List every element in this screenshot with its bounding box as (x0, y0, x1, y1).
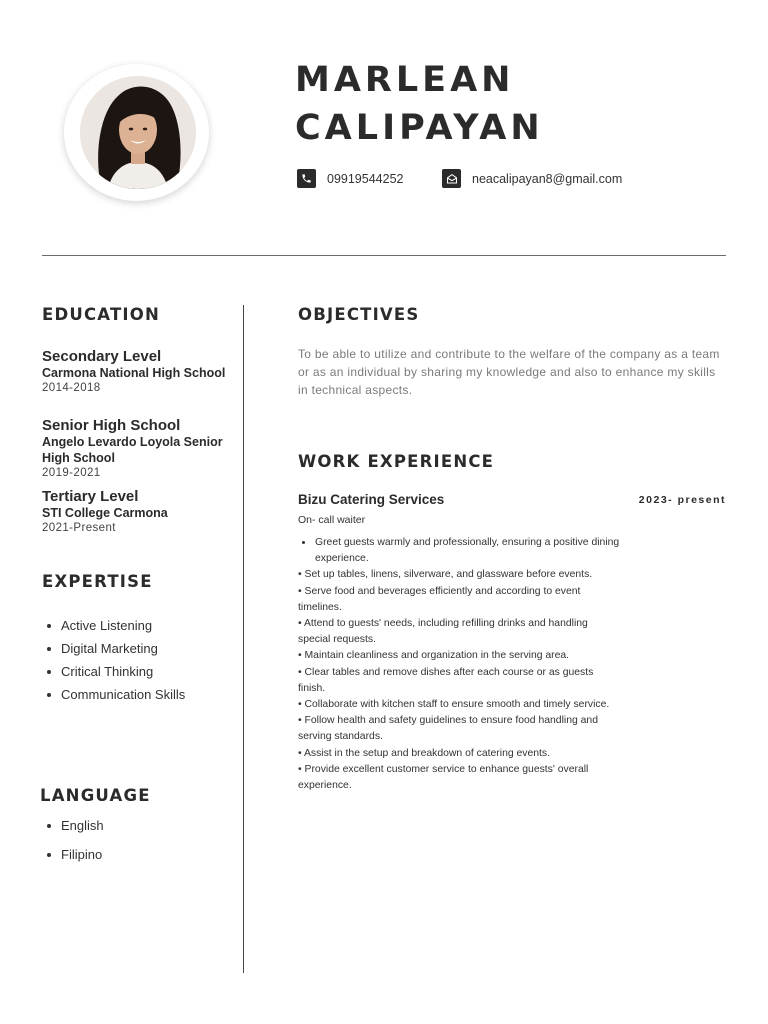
duty-item: • Serve food and beverages efficiently and according to event timelines. (298, 585, 581, 613)
expertise-heading: EXPERTISE (42, 572, 153, 591)
list-item: Filipino (47, 847, 104, 876)
column-divider (243, 305, 244, 973)
contact-email (442, 169, 622, 188)
duty-item: • Maintain cleanliness and organization in the serving area. (298, 650, 570, 662)
education-heading: EDUCATION (42, 305, 160, 324)
education-item (42, 489, 238, 535)
phone-icon (297, 169, 316, 188)
expertise-list (47, 618, 185, 710)
email-icon (442, 169, 461, 188)
work-experience-heading: WORK EXPERIENCE (298, 452, 495, 471)
education-school: STI College Carmona (42, 506, 168, 520)
education-level: Tertiary Level (42, 488, 139, 505)
education-years: 2021-Present (42, 522, 116, 534)
first-name: MARLEAN (295, 60, 515, 100)
education-years: 2014-2018 (42, 382, 101, 394)
list-item: English (47, 818, 104, 847)
education-school: Angelo Levardo Loyola Senior High School (42, 435, 223, 465)
profile-photo (80, 76, 196, 189)
duty-item: • Assist in the setup and breakdown of catering events. (298, 747, 551, 759)
candidate-name (295, 56, 544, 152)
email-address: neacalipayan8@gmail.com (472, 171, 623, 186)
duty-item: • Follow health and safety guidelines to ensure food handling and serving standards. (298, 715, 598, 743)
education-level: Secondary Level (42, 348, 162, 365)
education-years: 2019-2021 (42, 467, 101, 479)
job-company: Bizu Catering Services (298, 492, 445, 507)
list-item: Communication Skills (47, 687, 185, 710)
education-item (42, 418, 238, 480)
header-divider (42, 255, 726, 256)
list-item: Digital Marketing (47, 641, 185, 664)
job-role: On- call waiter (298, 514, 366, 526)
objectives-heading: OBJECTIVES (298, 305, 420, 324)
education-school: Carmona National High School (42, 366, 226, 380)
job-date: 2023- present (638, 494, 726, 506)
duty-item: • Clear tables and remove dishes after each course or as guests finish. (298, 666, 594, 694)
phone-number: 09919544252 (327, 171, 404, 186)
duty-item: • Attend to guests' needs, including refilling drinks and handling special requests. (298, 618, 588, 646)
language-list (47, 818, 104, 876)
job-duties (298, 535, 620, 794)
list-item: Critical Thinking (47, 664, 185, 687)
last-name: CALIPAYAN (295, 108, 544, 148)
duty-item: • Provide excellent customer service to enhance guests' overall experience. (298, 763, 589, 792)
language-heading: LANGUAGE (40, 786, 151, 805)
objective-text: To be able to utilize and contribute to the welfare of the company as a team or as an individual by sharing my knowledge and also to enhance my skills in technical aspects. (298, 347, 720, 398)
education-item (42, 349, 238, 395)
education-level: Senior High School (42, 417, 181, 434)
duty-item: • Set up tables, linens, silverware, and glassware before events. (298, 569, 593, 581)
list-item: Active Listening (47, 618, 185, 641)
duty-item: • Collaborate with kitchen staff to ensure smooth and timely service. (298, 699, 610, 711)
duty-item: Greet guests warmly and professionally, ensuring a positive dining experience. (298, 535, 620, 567)
contact-phone (297, 169, 403, 188)
